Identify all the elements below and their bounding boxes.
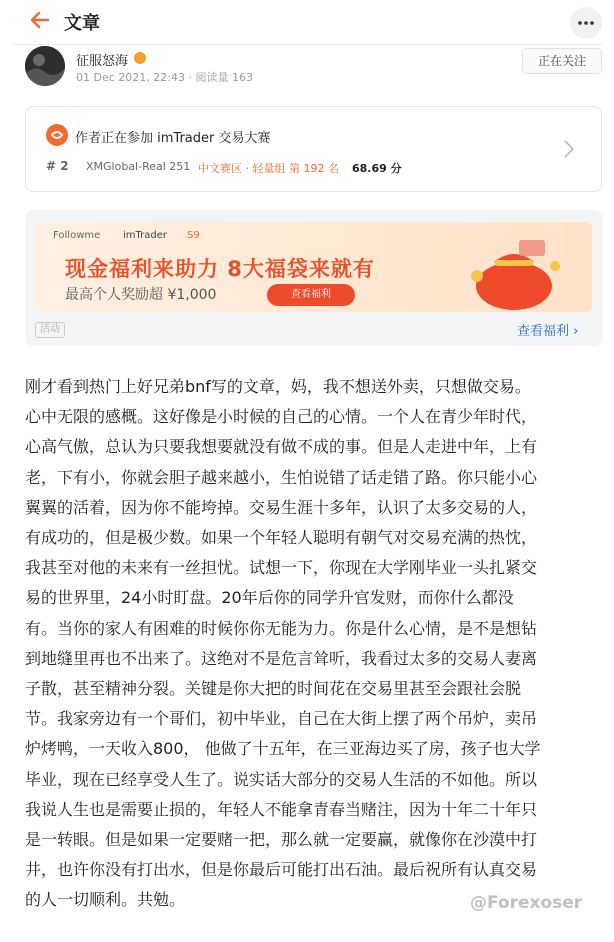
watermark: @Forexoser <box>470 893 583 913</box>
more-options-button[interactable] <box>570 7 602 39</box>
contest-score: 68.69 分 <box>352 162 402 175</box>
back-arrow-icon[interactable] <box>28 8 52 32</box>
contest-zone: 中文赛区 · 轻量组 第 192 名 <box>198 162 339 175</box>
more-dots-icon <box>578 21 594 25</box>
article-line: 心中无限的感概。这好像是小时候的自己的心情。一个人在青少年时代， <box>25 407 538 427</box>
view-count: 阅读量 163 <box>195 71 253 84</box>
header-divider <box>12 44 602 45</box>
contest-rank: # 2 <box>46 159 69 173</box>
follow-button[interactable]: 正在关注 <box>522 48 602 74</box>
ad-block <box>25 210 602 346</box>
article-line: 是一转眼。但是如果一定要赌一把，那么就一定要赢，就像你在沙漠中打 <box>25 830 538 850</box>
article-line: 翼翼的活着，因为你不能垮掉。交易生涯十多年，认识了太多交易的人， <box>25 497 538 517</box>
followme-logo: Followme <box>53 230 101 241</box>
article-line: 我说人生也是需要止损的，年轻人不能拿青春当赌注，因为十年二十年只 <box>25 799 538 819</box>
imtrader-logo: imTrader <box>123 230 168 241</box>
promo-view-button[interactable]: 查看福利 <box>267 284 355 306</box>
author-avatar[interactable] <box>25 46 65 86</box>
article-line: 我甚至对他的未来有一丝担忧。试想一下，你现在大学刚毕业一头扎紧交 <box>25 558 538 578</box>
imtrader-logo-icon <box>46 124 68 146</box>
article-line: 炉烤鸭，一天收入800， 他做了十五年，在三亚海边买了房，孩子也大学 <box>25 739 541 759</box>
contest-title: 作者正在参加 imTrader 交易大赛 <box>75 131 271 146</box>
promo-banner[interactable] <box>35 222 592 312</box>
article-line: 易的世界里，24小时盯盘。20年后你的同学升官发财，而你什么都没 <box>25 588 514 608</box>
article-body <box>25 372 605 916</box>
article-line: 井，也许你没有打出水，但是你最后可能打出石油。最后祝所有认真交易 <box>25 860 538 880</box>
article-line: 子散，甚至精神分裂。关键是你大把的时间花在交易里甚至会跟社会脱 <box>25 679 522 699</box>
article-line: 老，下有小，你就会胆子越来越小，生怕说错了话走错了路。你只能小心 <box>25 467 538 487</box>
article-line: 节。我家旁边有一个哥们，初中毕业，自己在大街上摆了两个吊炉，卖吊 <box>25 709 538 729</box>
article-line: 的人一切顺利。共勉。 <box>25 890 186 910</box>
article-line: 到地缝里再也不出来了。这绝对不是危言耸听，我看过太多的交易人妻离 <box>25 648 538 668</box>
contest-account: XMGlobal-Real 251 <box>86 160 191 173</box>
s9-logo: S9 <box>187 230 200 241</box>
article-line: 有。当你的家人有困难的时候你你无能为力。你是什么心情，是不是想钻 <box>25 618 538 638</box>
page-title: 文章 <box>64 13 100 34</box>
verified-badge-icon <box>134 52 146 64</box>
top-bar <box>0 0 614 42</box>
post-date: 01 Dec 2021, 22:43 <box>76 71 185 84</box>
author-name[interactable]: 征服怒海 <box>76 54 129 69</box>
article-line: 有成功的，但是极少数。如果一个年轻人聪明有朝气对交易充满的热忱， <box>25 528 538 548</box>
post-meta: 01 Dec 2021, 22:43 · 阅读量 163 <box>76 71 253 84</box>
promo-headline: 现金福利来助力 8大福袋来就有 <box>65 257 375 281</box>
lucky-bag-icon <box>459 236 569 312</box>
article-line: 心高气傲，总认为只要我想要就没有做不成的事。但是人走进中年，上有 <box>25 437 538 457</box>
article-line: 刚才看到热门上好兄弟bnf写的文章，妈，我不想送外卖，只想做交易。 <box>25 377 531 396</box>
view-benefits-link[interactable]: 查看福利 › <box>517 324 579 339</box>
promo-subline: 最高个人奖励超 ¥1,000 <box>65 287 217 303</box>
article-line: 毕业，现在已经享受人生了。说实话大部分的交易人生活的不如他。所以 <box>25 769 538 789</box>
contest-card[interactable] <box>25 106 602 192</box>
ad-tag: 活动 <box>35 322 65 338</box>
chevron-right-icon <box>564 140 574 158</box>
